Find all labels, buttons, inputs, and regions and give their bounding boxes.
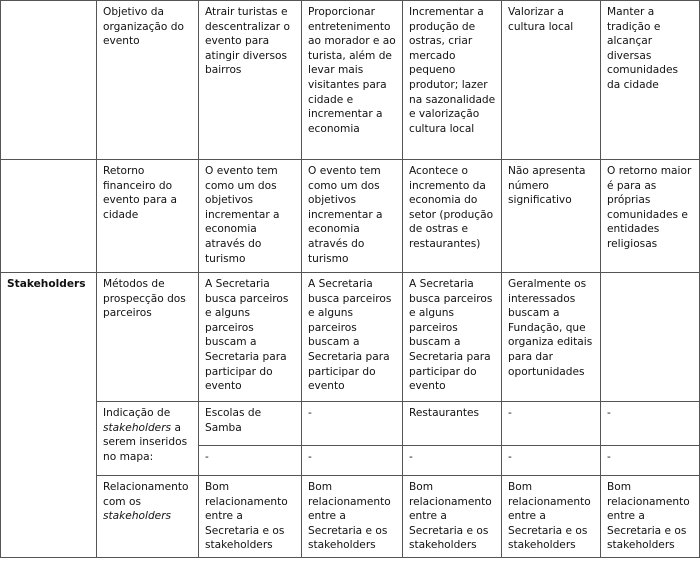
section-cell-empty	[1, 1, 97, 160]
row-indicacao-a	[1, 402, 700, 446]
cell-metodos-4: Geralmente os interessados buscam a Fundação, que organiza editais para dar oportunidades	[502, 273, 601, 402]
label-indicacao-before: Indicação de	[103, 407, 171, 419]
cell-indicacao-b-5: -	[601, 446, 700, 476]
cell-relacionamento-5: Bom relacionamento entre a Secretaria e os stakeholders	[601, 476, 700, 558]
cell-metodos-1: A Secretaria busca parceiros e alguns parceiros buscam a Secretaria para participar do evento	[199, 273, 302, 402]
cell-objetivo-2: Proporcionar entretenimento ao morador e ao turista, além de levar mais visitantes para cidade e incrementar a economia	[302, 1, 403, 160]
cell-indicacao-a-1: Escolas de Samba	[199, 402, 302, 446]
label-relacionamento-em: stakeholders	[103, 510, 172, 523]
cell-metodos-2: A Secretaria busca parceiros e alguns parceiros buscam a Secretaria para participar do evento	[302, 273, 403, 402]
cell-objetivo-5: Manter a tradição e alcançar diversas comunidades da cidade	[601, 1, 700, 160]
cell-objetivo-4: Valorizar a cultura local	[502, 1, 601, 160]
cell-objetivo-3: Incrementar a produção de ostras, criar mercado pequeno produtor; lazer na sazonalidade e valorização cultura local	[403, 1, 502, 160]
row-label-relacionamento	[97, 476, 199, 558]
cell-retorno-3: Acontece o incremento da economia do setor (produção de ostras e restaurantes)	[403, 160, 502, 273]
cell-relacionamento-4: Bom relacionamento entre a Secretaria e os stakeholders	[502, 476, 601, 558]
cell-indicacao-a-4: -	[502, 402, 601, 446]
cell-retorno-4: Não apresenta número significativo	[502, 160, 601, 273]
cell-indicacao-b-4: -	[502, 446, 601, 476]
section-label-stakeholders: Stakeholders	[1, 273, 97, 558]
row-label-indicacao	[97, 402, 199, 476]
cell-indicacao-b-3: -	[403, 446, 502, 476]
row-relacionamento	[1, 476, 700, 558]
cell-indicacao-a-3: Restaurantes	[403, 402, 502, 446]
cell-indicacao-b-2: -	[302, 446, 403, 476]
cell-retorno-1: O evento tem como um dos objetivos incrementar a economia através do turismo	[199, 160, 302, 273]
row-retorno	[1, 160, 700, 273]
label-indicacao-em: stakeholders	[103, 421, 172, 434]
row-label-metodos: Métodos de prospecção dos parceiros	[97, 273, 199, 402]
cell-indicacao-a-5: -	[601, 402, 700, 446]
label-indicacao-after: a serem inseridos no mapa:	[103, 421, 188, 463]
label-relacionamento-before: Relacionamento com os	[103, 481, 189, 508]
cell-metodos-5	[601, 273, 700, 402]
cell-indicacao-b-1: -	[199, 446, 302, 476]
row-objetivo	[1, 1, 700, 160]
cell-relacionamento-1: Bom relacionamento entre a Secretaria e os stakeholders	[199, 476, 302, 558]
cell-objetivo-1: Atrair turistas e descentralizar o evento para atingir diversos bairros	[199, 1, 302, 160]
cell-retorno-2: O evento tem como um dos objetivos incrementar a economia através do turismo	[302, 160, 403, 273]
cell-metodos-3: A Secretaria busca parceiros e alguns parceiros buscam a Secretaria para participar do evento	[403, 273, 502, 402]
section-cell-empty	[1, 160, 97, 273]
cell-relacionamento-2: Bom relacionamento entre a Secretaria e os stakeholders	[302, 476, 403, 558]
row-label-objetivo: Objetivo da organização do evento	[97, 1, 199, 160]
row-metodos	[1, 273, 700, 402]
row-label-retorno: Retorno financeiro do evento para a cidade	[97, 160, 199, 273]
cell-relacionamento-3: Bom relacionamento entre a Secretaria e os stakeholders	[403, 476, 502, 558]
cell-retorno-5: O retorno maior é para as próprias comunidades e entidades religiosas	[601, 160, 700, 273]
cell-indicacao-a-2: -	[302, 402, 403, 446]
